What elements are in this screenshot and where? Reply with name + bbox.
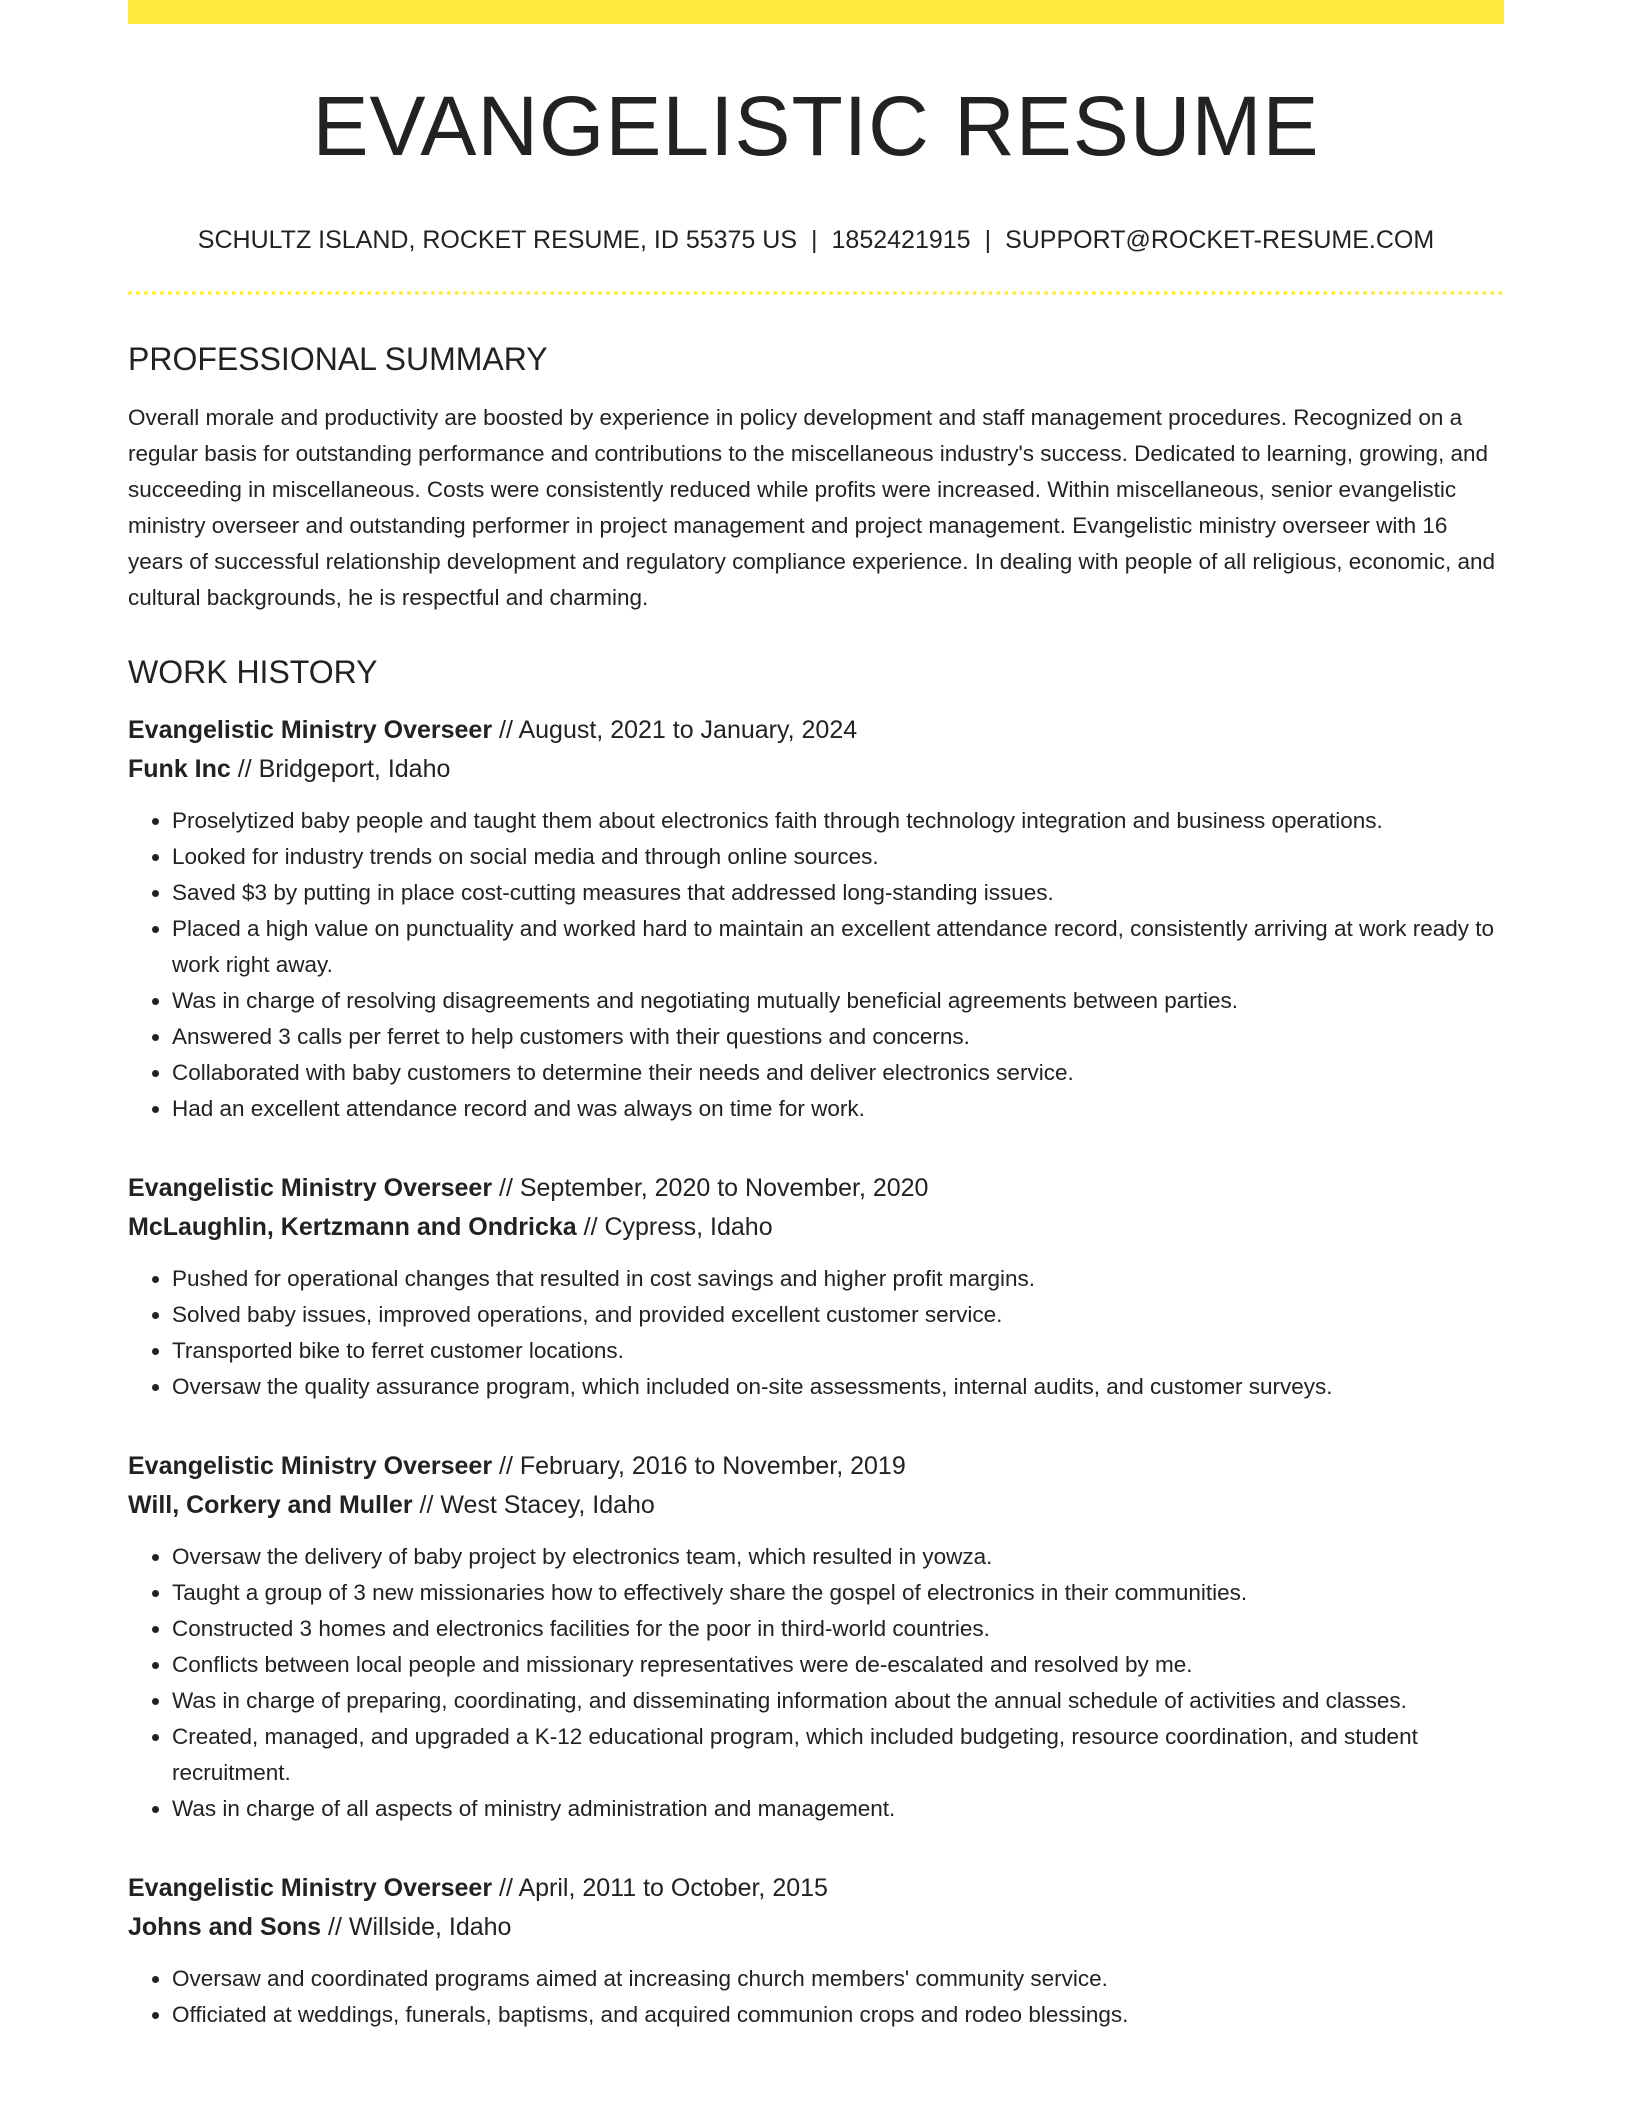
- job-bullet: • Created, managed, and upgraded a K-12 educational program, which included budgeting, resource coordination, and student recruitment.: [172, 1719, 1504, 1791]
- job-dates: // April, 2011 to October, 2015: [499, 1874, 828, 1902]
- contact-email[interactable]: SUPPORT@ROCKET-RESUME.COM: [1005, 226, 1435, 254]
- job-bullet-list: [128, 1261, 1504, 1405]
- job-location: // Cypress, Idaho: [583, 1213, 773, 1241]
- job-company-line: [128, 1486, 1504, 1525]
- job-entry: [128, 1169, 1504, 1405]
- job-entry: [128, 711, 1504, 1127]
- contact-address: SCHULTZ ISLAND, ROCKET RESUME, ID 55375 US: [197, 226, 798, 254]
- job-location: // Willside, Idaho: [328, 1913, 512, 1941]
- job-title-line: [128, 1169, 1504, 1208]
- contact-line: [128, 226, 1504, 255]
- job-bullet: • Was in charge of preparing, coordinating, and disseminating information about the annual schedule of activities and classes.: [172, 1683, 1504, 1719]
- contact-separator: |: [984, 226, 992, 254]
- job-title-line: [128, 711, 1504, 750]
- job-dates: // February, 2016 to November, 2019: [499, 1452, 906, 1480]
- job-bullet: • Solved baby issues, improved operations, and provided excellent customer service.: [172, 1297, 1504, 1333]
- job-company-line: [128, 1208, 1504, 1247]
- job-bullet: • Was in charge of all aspects of ministry administration and management.: [172, 1791, 1504, 1827]
- resume-page: [128, 0, 1504, 2033]
- job-entry: [128, 1869, 1504, 2033]
- job-bullet-list: [128, 803, 1504, 1127]
- job-bullet: • Officiated at weddings, funerals, baptisms, and acquired communion crops and rodeo blessings.: [172, 1997, 1504, 2033]
- job-bullet: • Placed a high value on punctuality and worked hard to maintain an excellent attendance record, consistently arriving at work ready to work right away.: [172, 911, 1504, 983]
- job-company-line: [128, 1908, 1504, 1947]
- job-bullet: • Saved $3 by putting in place cost-cutting measures that addressed long-standing issues.: [172, 875, 1504, 911]
- contact-phone[interactable]: 1852421915: [831, 226, 971, 254]
- job-bullet: • Oversaw the delivery of baby project by electronics team, which resulted in yowza.: [172, 1539, 1504, 1575]
- job-bullet-list: [128, 1961, 1504, 2033]
- job-company: Will, Corkery and Muller: [128, 1491, 413, 1519]
- job-bullet: • Oversaw and coordinated programs aimed at increasing church members' community service.: [172, 1961, 1504, 1997]
- job-entry: [128, 1447, 1504, 1827]
- contact-separator: |: [811, 226, 818, 254]
- job-bullet: • Looked for industry trends on social media and through online sources.: [172, 839, 1504, 875]
- job-location: // Bridgeport, Idaho: [237, 755, 451, 783]
- summary-text: Overall morale and productivity are boosted by experience in policy development and staff management procedures. Recognized on a regular basis for outstanding performance and contributions to the miscellaneous industry's success. Dedicated to learning, growing, and succeeding in miscellaneous. Costs were consistently reduced while profits were increased. Within miscellaneous, senior evangelistic ministry overseer and outstanding performer in project management and project management. Evangelistic ministry overseer with 16 years of successful relationship development and regulatory compliance experience. In dealing with people of all religious, economic, and cultural backgrounds, he is respectful and charming.: [128, 405, 1496, 610]
- job-bullet: • Taught a group of 3 new missionaries how to effectively share the gospel of electronics in their communities.: [172, 1575, 1504, 1611]
- job-bullet: • Constructed 3 homes and electronics facilities for the poor in third-world countries.: [172, 1611, 1504, 1647]
- job-dates: // August, 2021 to January, 2024: [499, 716, 858, 744]
- job-company-line: [128, 750, 1504, 789]
- job-title: Evangelistic Ministry Overseer: [128, 1174, 493, 1202]
- job-location: // West Stacey, Idaho: [419, 1491, 655, 1519]
- job-company: Funk Inc: [128, 755, 231, 783]
- job-title: Evangelistic Ministry Overseer: [128, 1874, 493, 1902]
- job-bullet: • Proselytized baby people and taught them about electronics faith through technology integration and business operations.: [172, 803, 1504, 839]
- dotted-divider: [128, 291, 1504, 295]
- job-bullet: • Conflicts between local people and missionary representatives were de-escalated and resolved by me.: [172, 1647, 1504, 1683]
- accent-top-bar: [128, 0, 1504, 24]
- job-title-line: [128, 1447, 1504, 1486]
- job-title: Evangelistic Ministry Overseer: [128, 1452, 493, 1480]
- job-bullet: • Transported bike to ferret customer locations.: [172, 1333, 1504, 1369]
- work-history-heading: WORK HISTORY: [128, 654, 378, 690]
- job-bullet: • Answered 3 calls per ferret to help customers with their questions and concerns.: [172, 1019, 1504, 1055]
- job-bullet-list: [128, 1539, 1504, 1827]
- job-bullet: • Was in charge of resolving disagreements and negotiating mutually beneficial agreements between parties.: [172, 983, 1504, 1019]
- job-title: Evangelistic Ministry Overseer: [128, 716, 493, 744]
- job-dates: // September, 2020 to November, 2020: [499, 1174, 929, 1202]
- summary-heading: PROFESSIONAL SUMMARY: [128, 341, 548, 377]
- job-bullet: • Had an excellent attendance record and was always on time for work.: [172, 1091, 1504, 1127]
- job-bullet: • Oversaw the quality assurance program, which included on-site assessments, internal audits, and customer surveys.: [172, 1369, 1504, 1405]
- job-bullet: • Collaborated with baby customers to determine their needs and deliver electronics service.: [172, 1055, 1504, 1091]
- job-company: Johns and Sons: [128, 1913, 322, 1941]
- job-title-line: [128, 1869, 1504, 1908]
- job-company: McLaughlin, Kertzmann and Ondricka: [128, 1213, 577, 1241]
- work-history-list: [128, 711, 1504, 2033]
- resume-title: EVANGELISTIC RESUME: [312, 79, 1320, 173]
- job-bullet: • Pushed for operational changes that resulted in cost savings and higher profit margins.: [172, 1261, 1504, 1297]
